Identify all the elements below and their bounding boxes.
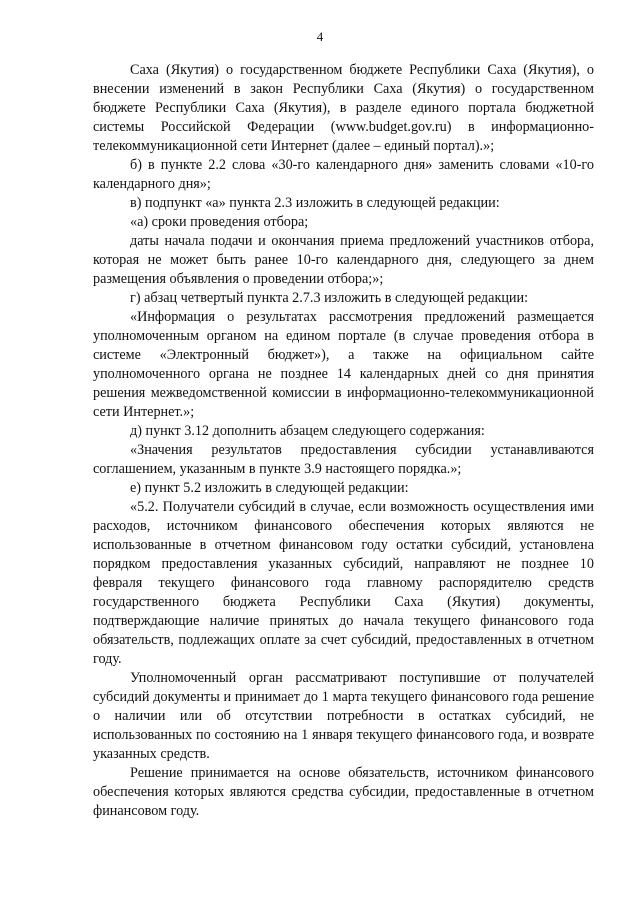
paragraph-item-v: в) подпункт «а» пункта 2.3 изложить в следующей редакции: [130,195,500,211]
paragraph-authorized-body: Уполномоченный орган рассматривают поступившие от получателей субсидий документы и принимает до 1 марта текущего финансового года решение о наличии или об отсутствии потребности в остатках субсидий, не использованных по состоянию на 1 января текущего финансового года, и возврате указанных средств. [93,670,594,762]
paragraph-item-e: е) пункт 5.2 изложить в следующей редакции: [130,480,409,496]
paragraph-budget-law-reference: Саха (Якутия) о государственном бюджете Республики Саха (Якутия), о внесении изменений в закон Республики Саха (Якутия) о государственном бюджете Республики Саха (Якутия), в разделе единого портала бюджетной системы Российской Федерации (www.budget.gov.ru) в информационно-телекоммуникационной сети Интернет (далее – единый портал).»; [93,62,594,154]
paragraph-submission-dates: даты начала подачи и окончания приема предложений участников отбора, которая не может быть ранее 10-го календарного дня, следующего за днем размещения объявления о проведении отбора;»; [93,233,594,287]
paragraph-decision: Решение принимается на основе обязательств, источником финансового обеспечения которых являются средства субсидии, предоставленные в отчетном финансовом году. [93,765,594,819]
document-body [93,61,594,821]
paragraph-item-d: д) пункт 3.12 дополнить абзацем следующего содержания: [130,423,485,439]
paragraph-results-information: «Информация о результатах рассмотрения предложений размещается уполномоченным органом на едином портале (в случае проведения отбора в системе «Электронный бюджет»), а также на официальном сайте уполномоченного органа не позднее 14 календарных дней со дня принятия решения межведомственной комиссии в информационно-телекоммуникационной сети Интернет.»; [93,309,594,420]
page-number: 4 [316,29,324,44]
paragraph-result-values: «Значения результатов предоставления субсидии устанавливаются соглашением, указанным в пункте 3.9 настоящего порядка.»; [93,442,594,477]
paragraph-item-g: г) абзац четвертый пункта 2.7.3 изложить в следующей редакции: [130,290,529,306]
paragraph-selection-dates: «а) сроки проведения отбора; [130,214,309,230]
paragraph-item-b: б) в пункте 2.2 слова «30-го календарного дня» заменить словами «10-го календарного дня»; [93,157,594,192]
paragraph-clause-5-2: «5.2. Получатели субсидий в случае, если возможность осуществления ими расходов, источником финансового обеспечения которых являются не использованные в отчетном финансовом году остатки субсидий, установлена порядком предоставления указанных субсидий, направляют не позднее 10 февраля текущего финансового года главному распорядителю средств государственного бюджета Республики Саха (Якутия) документы, подтверждающие наличие принятых до начала текущего финансового года обязательств, подлежащих оплате за счет субсидий, предоставленных в отчетном году. [93,499,594,667]
